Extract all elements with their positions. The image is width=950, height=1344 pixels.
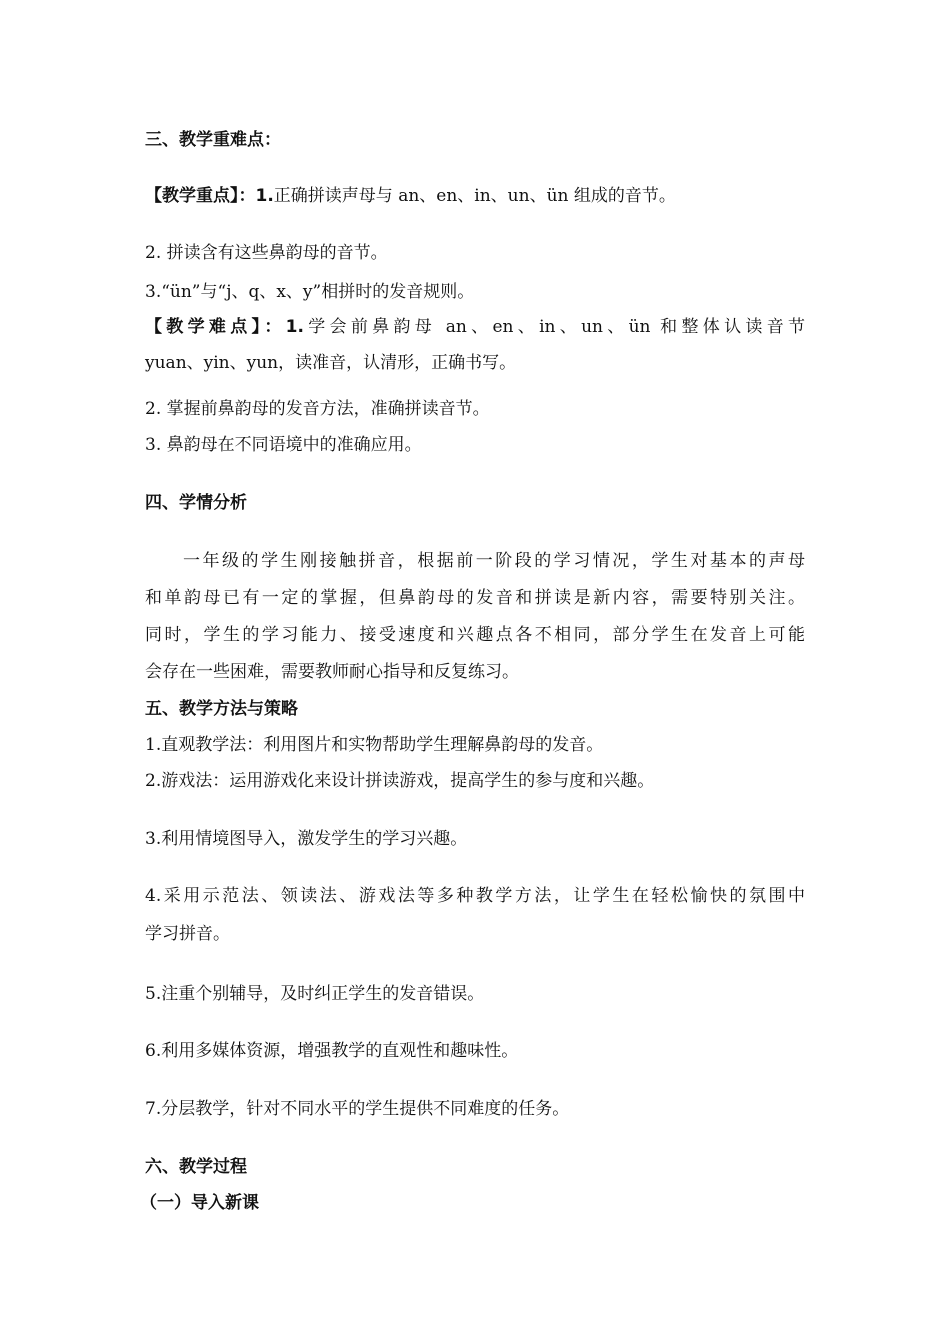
method-item: 1.直观教学法：利用图片和实物帮助学生理解鼻韵母的发音。	[145, 735, 604, 755]
section-5-heading: 五、教学方法与策略	[145, 699, 298, 719]
section-6-heading: 六、教学过程	[145, 1157, 247, 1177]
key-points-line-2: 2. 拼读含有这些鼻韵母的音节。	[145, 243, 388, 263]
subsection-heading: （一）导入新课	[140, 1193, 259, 1213]
key-points-line-3: 3.“ün”与“j、q、x、y”相拼时的发音规则。	[145, 282, 475, 302]
difficult-points-line-1	[145, 316, 805, 338]
paragraph-line: 一年级的学生刚接触拼音，根据前一阶段的学习情况，学生对基本的声母	[183, 551, 805, 571]
difficult-points-text: 学会前鼻韵母 an、en、in、un、ün 和整体认读音节	[303, 317, 806, 337]
difficult-points-number: 1.	[285, 317, 304, 337]
method-item: 2.游戏法：运用游戏化来设计拼读游戏，提高学生的参与度和兴趣。	[145, 771, 655, 791]
difficult-points-line-3: 3. 鼻韵母在不同语境中的准确应用。	[145, 435, 422, 455]
key-points-number: 1.	[255, 186, 274, 206]
method-item: 5.注重个别辅导，及时纠正学生的发音错误。	[145, 984, 485, 1004]
key-points-text: 正确拼读声母与 an、en、in、un、ün 组成的音节。	[273, 186, 676, 206]
method-item-continuation: 学习拼音。	[145, 924, 230, 944]
key-points-line-1	[145, 185, 676, 207]
paragraph-line: 会存在一些困难，需要教师耐心指导和反复练习。	[145, 662, 519, 682]
method-item: 7.分层教学，针对不同水平的学生提供不同难度的任务。	[145, 1099, 570, 1119]
method-item: 6.利用多媒体资源，增强教学的直观性和趣味性。	[145, 1041, 519, 1061]
method-item: 3.利用情境图导入，激发学生的学习兴趣。	[145, 829, 468, 849]
difficult-points-label: 【教学难点】：	[145, 317, 286, 337]
paragraph-line: 同时，学生的学习能力、接受速度和兴趣点各不相同，部分学生在发音上可能	[145, 625, 805, 645]
paragraph-line: 和单韵母已有一定的掌握，但鼻韵母的发音和拼读是新内容，需要特别关注。	[145, 588, 805, 608]
section-4-heading: 四、学情分析	[145, 493, 247, 513]
difficult-points-line-1b: yuan、yin、yun，读准音，认清形，正确书写。	[145, 353, 517, 373]
difficult-points-line-2: 2. 掌握前鼻韵母的发音方法，准确拼读音节。	[145, 399, 490, 419]
key-points-label: 【教学重点】：	[145, 186, 256, 206]
section-3-heading: 三、教学重难点：	[145, 130, 281, 150]
method-item: 4.采用示范法、领读法、游戏法等多种教学方法，让学生在轻松愉快的氛围中	[145, 886, 805, 906]
